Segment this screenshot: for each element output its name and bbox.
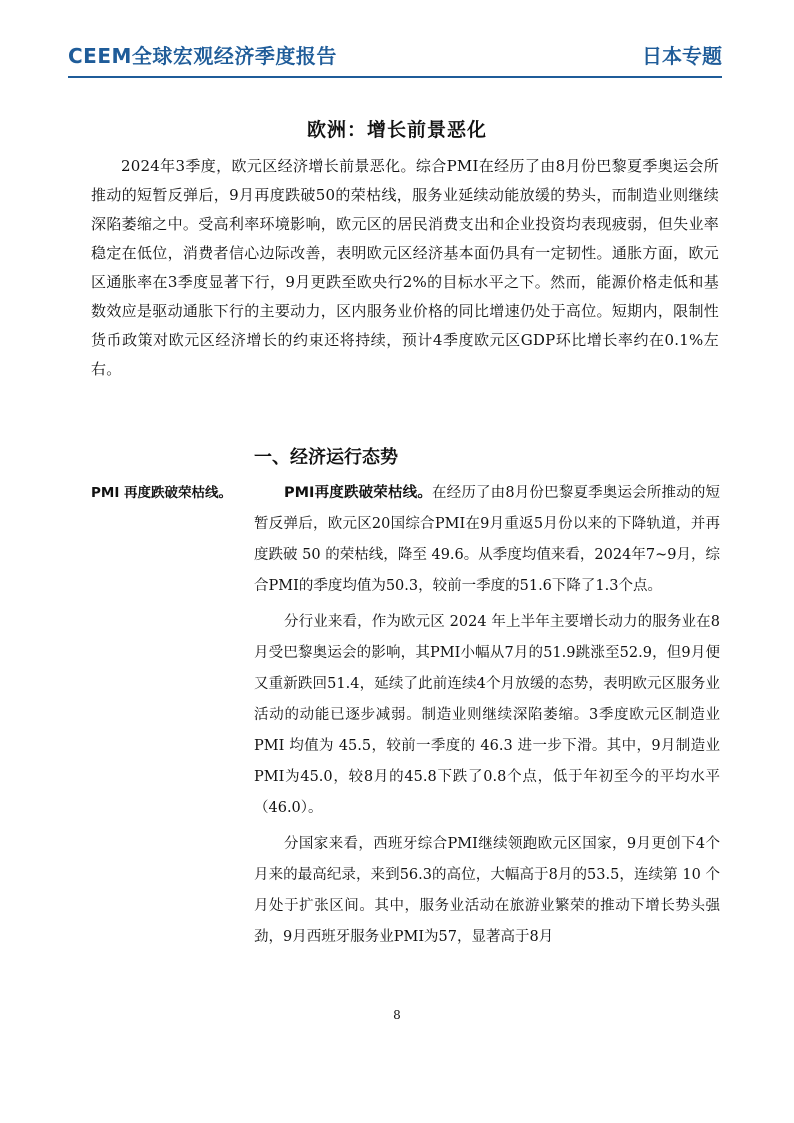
header-divider	[68, 76, 722, 78]
page-title: 欧洲：增长前景恶化	[306, 119, 487, 141]
body-paragraph	[254, 607, 720, 824]
report-title: CEEM全球宏观经济季度报告	[68, 44, 337, 68]
page-number: 8	[393, 1008, 401, 1022]
paragraph-text: 分国家来看，西班牙综合PMI继续领跑欧元区国家，9月更创下4个月来的最高纪录，来到56.3的高位，大幅高于8月的53.5，连续第 10 个月处于扩张区间。其中，服务业活动在旅游业繁荣的推动下增长势头强劲，9月西班牙服务业PMI为57，显著高于8月	[254, 836, 720, 945]
report-section-label: 日本专题	[642, 44, 722, 68]
paragraph-text: 分行业来看，作为欧元区 2024 年上半年主要增长动力的服务业在8月受巴黎奥运会的影响，其PMI小幅从7月的51.9跳涨至52.9，但9月便又重新跌回51.4，延续了此前连续4个月放缓的态势，表明欧元区服务业活动的动能已逐步减弱。制造业则继续深陷萎缩。3季度欧元区制造业 PMI 均值为 45.5，较前一季度的 46.3 进一步下滑。其中，9月制造业PMI为45.0，较8月的45.8下跌了0.8个点，低于年初至今的平均水平（46.0）。	[254, 614, 720, 816]
body-text	[254, 478, 720, 958]
section-heading: 一、经济运行态势	[254, 447, 398, 468]
summary-paragraph: 2024年3季度，欧元区经济增长前景恶化。综合PMI在经历了由8月份巴黎夏季奥运会所推动的短暂反弹后，9月再度跌破50的荣枯线，服务业延续动能放缓的势头，而制造业则继续深陷萎缩之中。受高利率环境影响，欧元区的居民消费支出和企业投资均表现疲弱，但失业率稳定在低位，消费者信心边际改善，表明欧元区经济基本面仍具有一定韧性。通胀方面，欧元区通胀率在3季度显著下行，9月更跌至欧央行2%的目标水平之下。然而，能源价格走低和基数效应是驱动通胀下行的主要动力，区内服务业价格的同比增速仍处于高位。短期内，限制性货币政策对欧元区经济增长的约束还将持续，预计4季度欧元区GDP环比增长率约在0.1%左右。	[91, 157, 719, 378]
paragraph-text: 在经历了由8月份巴黎夏季奥运会所推动的短暂反弹后，欧元区20国综合PMI在9月重返5月份以来的下降轨道，并再度跌破 50 的荣枯线，降至 49.6。从季度均值来看，2024年7~9月，综合PMI的季度均值为50.3，较前一季度的51.6下降了1.3个点。	[254, 485, 720, 594]
margin-note: PMI 再度跌破荣枯线。	[91, 485, 233, 501]
body-paragraph	[254, 478, 720, 602]
paragraph-lead: PMI再度跌破荣枯线。	[284, 485, 432, 501]
body-paragraph	[254, 829, 720, 953]
